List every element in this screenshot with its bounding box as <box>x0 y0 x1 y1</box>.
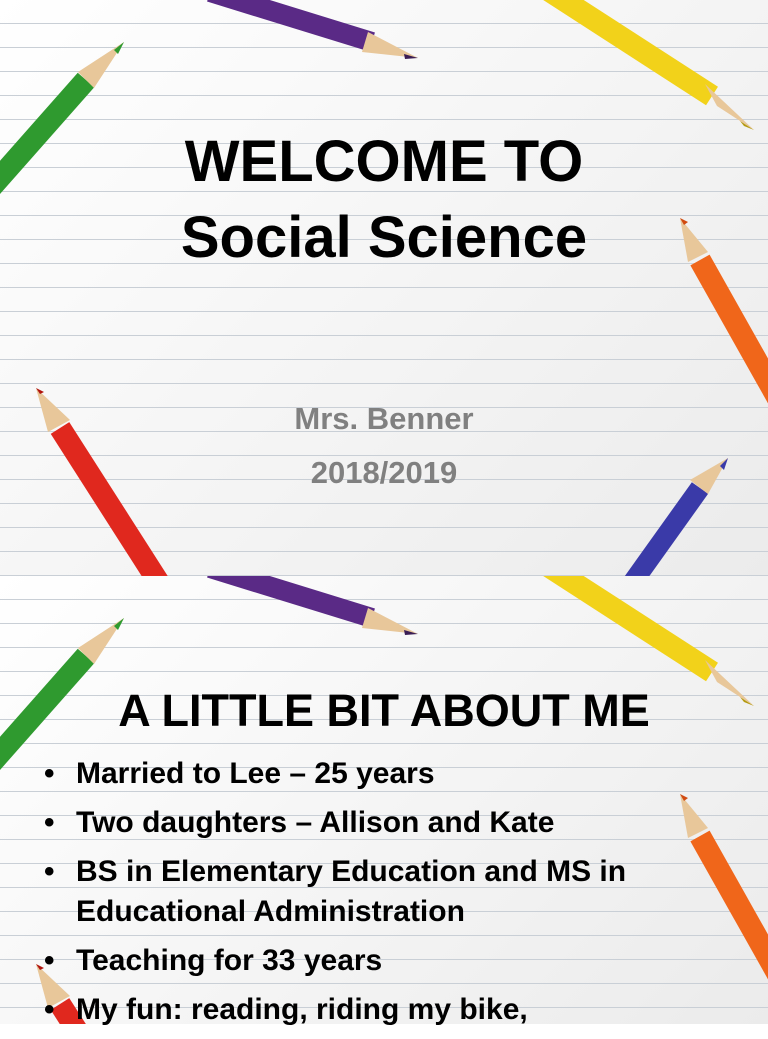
list-item: • My fun: reading, riding my bike, <box>44 990 734 1030</box>
page-title <box>0 124 768 276</box>
yellow-pencil-icon <box>548 0 754 130</box>
title-line-1: WELCOME TO <box>184 129 584 194</box>
list-item: • Married to Lee – 25 years <box>44 754 734 794</box>
list-item: • Two daughters – Allison and Kate <box>44 803 734 843</box>
list-item: • Teaching for 33 years <box>44 941 734 981</box>
purple-pencil-icon <box>210 0 418 59</box>
teacher-name: Mrs. Benner <box>294 401 474 436</box>
school-year: 2018/2019 <box>310 455 458 490</box>
about-me-list <box>44 754 734 1039</box>
about-me-title: A LITTLE BIT ABOUT ME <box>118 685 650 736</box>
purple-pencil-icon <box>210 576 418 635</box>
title-line-2: Social Science <box>180 205 588 270</box>
subtitle <box>0 392 768 500</box>
list-item: • BS in Elementary Education and MS in Educational Administration <box>44 852 734 932</box>
